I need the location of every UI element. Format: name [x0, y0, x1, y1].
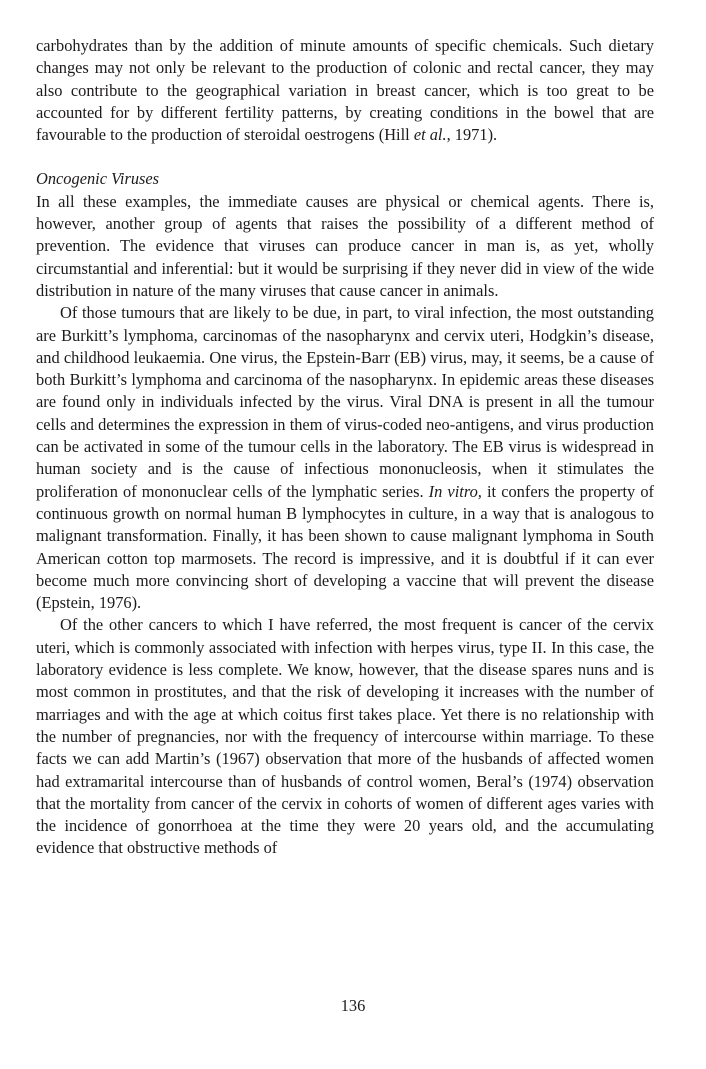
- italic-citation: et al.: [413, 125, 447, 145]
- section-heading-oncogenic-viruses: Oncogenic Viruses: [36, 169, 160, 189]
- paragraph-cervix-cancer: Of the other cancers to which I have referred, the most frequent is cancer of the cervix uteri, which is commonly associated with infection with herpes virus, type II. In this case, the laboratory evidence is less complete. We know, however, that the disease spares nuns and is most common in prostitutes, and that the risk of developing it increases with the number of marriages and with the age at which coitus first takes place. Yet there is no relationship with the number of pregnancies, nor with the frequency of intercourse within marriage. To these facts we can add Martin’s (1967) observation that more of the husbands of affected women had extramarital intercourse than of husbands of control women, Beral’s (1974) observation that the mortality from cancer of the cervix in cohorts of women of different ages varies with the incidence of gonorrhoea at the time they were 20 years old, and the accumulating evidence that obstructive methods of: [36, 615, 654, 858]
- paragraph-text: Of those tumours that are likely to be due, in part, to viral infection, the most outstanding are Burkitt’s lymphoma, carcinomas of the nasopharynx and cervix uteri, Hodgkin’s disease, and childhood leukaemia. One virus, the Epstein-Barr (EB) virus, may, it seems, be a cause of both Burkitt’s lymphoma and carcinoma of the nasopharynx. In epidemic areas these diseases are found only in individuals infected by the virus. Viral DNA is present in all the tumour cells and determines the expression in them of virus-coded neo-antigens, and virus production can be activated in some of the tumour cells in the laboratory. The EB virus is widespread in human society and is the cause of infectious mononucleosis, when it stimulates the proliferation of mononuclear cells of the lymphatic series.: [36, 303, 654, 501]
- paragraph-physical-chemical-agents: In all these examples, the immediate causes are physical or chemical agents. There is, however, another group of agents that raises the possibility of a different method of prevention. The evidence that viruses can produce cancer in man is, as yet, wholly circumstantial and inferential: but it would be surprising if they never did in view of the wide distribution in nature of the many viruses that cause cancer in animals.: [36, 191, 654, 300]
- paragraph-text: carbohydrates than by the addition of minute amounts of specific chemicals. Such dietary changes may not only be relevant to the production of colonic and rectal cancer, they may also contribute to the geographical variation in breast cancer, which is too great to be accounted for by different fertility patterns, by creating conditions in the bowel that are favourable to the production of steroidal oestrogens (Hill: [36, 36, 654, 145]
- italic-term: In vitro,: [428, 481, 482, 501]
- paragraph-epstein-barr-virus: [36, 302, 654, 614]
- paragraph-dietary-changes: [36, 35, 654, 146]
- page-number: 136: [340, 996, 366, 1015]
- paragraph-text: it confers the property of continuous growth on normal human B lymphocytes in culture, in a way that is analogous to malignant transformation. Finally, it has been shown to cause malignant lymphoma in South American cotton top marmosets. The record is impressive, and it is doubtful if it can ever become much more convincing short of developing a vaccine that will prevent the disease (Epstein, 1976).: [36, 481, 654, 613]
- paragraph-text: , 1971).: [446, 125, 498, 145]
- book-page: [36, 35, 654, 860]
